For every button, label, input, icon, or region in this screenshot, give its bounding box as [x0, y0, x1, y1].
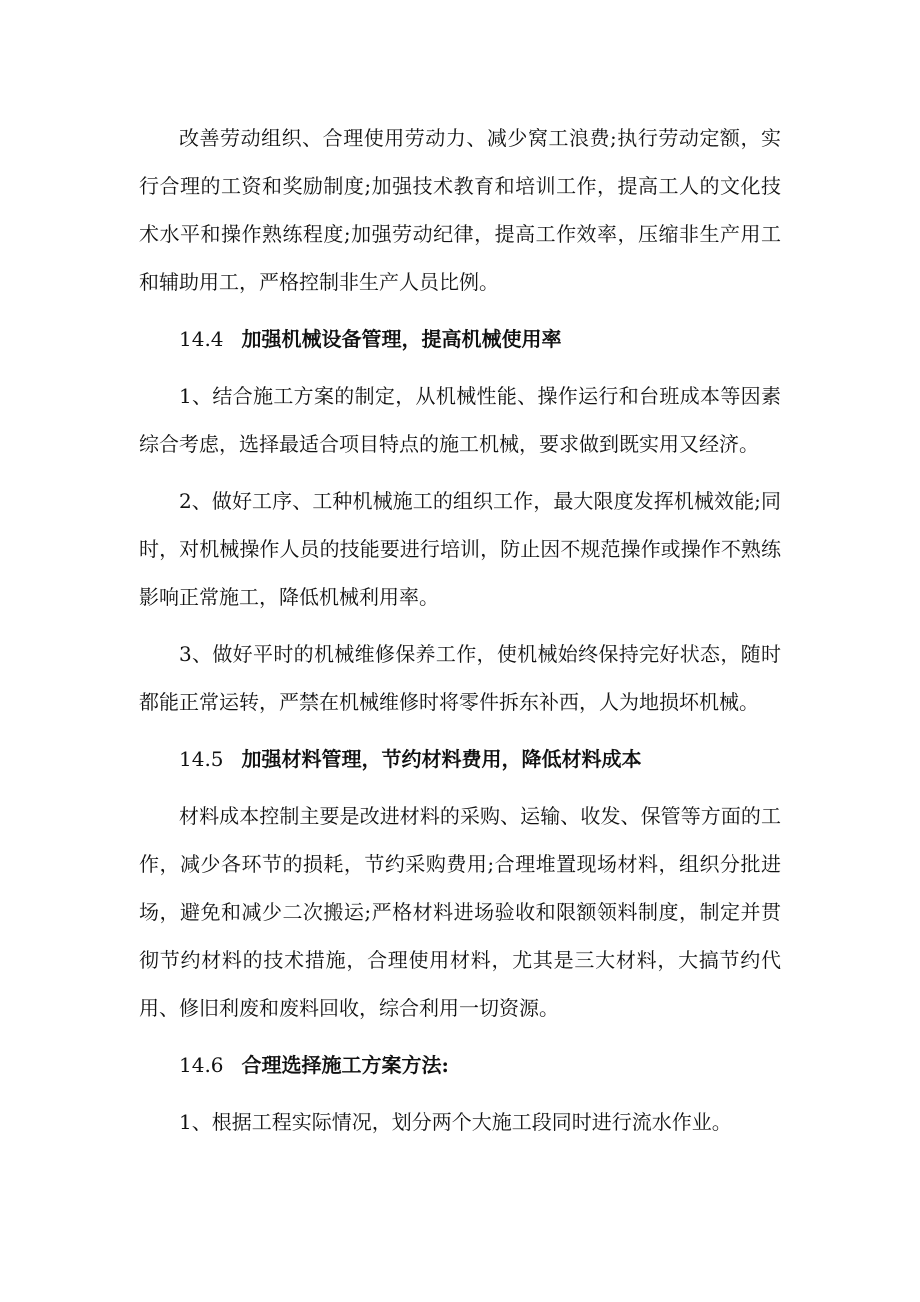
paragraph-construction-sections: 1、根据工程实际情况，划分两个大施工段同时进行流水作业。: [179, 1110, 732, 1134]
paragraph-machine-organization: 2、做好工序、工种机械施工的组织工作，最大限度发挥机械效能;同时，对机械操作人员的技能要进行培训，防止因不规范操作或操作不熟练影响正常施工，降低机械利用率。: [139, 489, 781, 609]
paragraph-machine-maintenance: 3、做好平时的机械维修保养工作，使机械始终保持完好状态，随时都能正常运转，严禁在机械维修时将零件拆东补西，人为地损坏机械。: [139, 642, 781, 714]
section-title: 合理选择施工方案方法:: [241, 1053, 449, 1077]
section-number: 14.6: [179, 1053, 224, 1077]
section-title: 加强材料管理，节约材料费用，降低材料成本: [241, 747, 642, 771]
section-heading-14-6: [139, 1041, 781, 1089]
paragraph-labor-management: 改善劳动组织、合理使用劳动力、减少窝工浪费;执行劳动定额，实行合理的工资和奖励制度;加强技术教育和培训工作，提高工人的文化技术水平和操作熟练程度;加强劳动纪律，提高工作效率，压缩非生产用工和辅助用工，严格控制非生产人员比例。: [139, 126, 781, 294]
paragraph-material-cost: 材料成本控制主要是改进材料的采购、运输、收发、保管等方面的工作，减少各环节的损耗，节约采购费用;合理堆置现场材料，组织分批进场，避免和减少二次搬运;严格材料进场验收和限额领料制度，制定并贯彻节约材料的技术措施，合理使用材料，尤其是三大材料，大搞节约代用、修旧利废和废料回收，综合利用一切资源。: [139, 804, 781, 1020]
section-heading-14-5: [139, 735, 781, 783]
paragraph-machine-selection: 1、结合施工方案的制定，从机械性能、操作运行和台班成本等因素综合考虑，选择最适合项目特点的施工机械，要求做到既实用又经济。: [139, 384, 781, 456]
section-title: 加强机械设备管理，提高机械使用率: [241, 327, 562, 351]
section-heading-14-4: [139, 315, 781, 363]
section-number: 14.5: [179, 747, 224, 771]
section-number: 14.4: [179, 327, 224, 351]
